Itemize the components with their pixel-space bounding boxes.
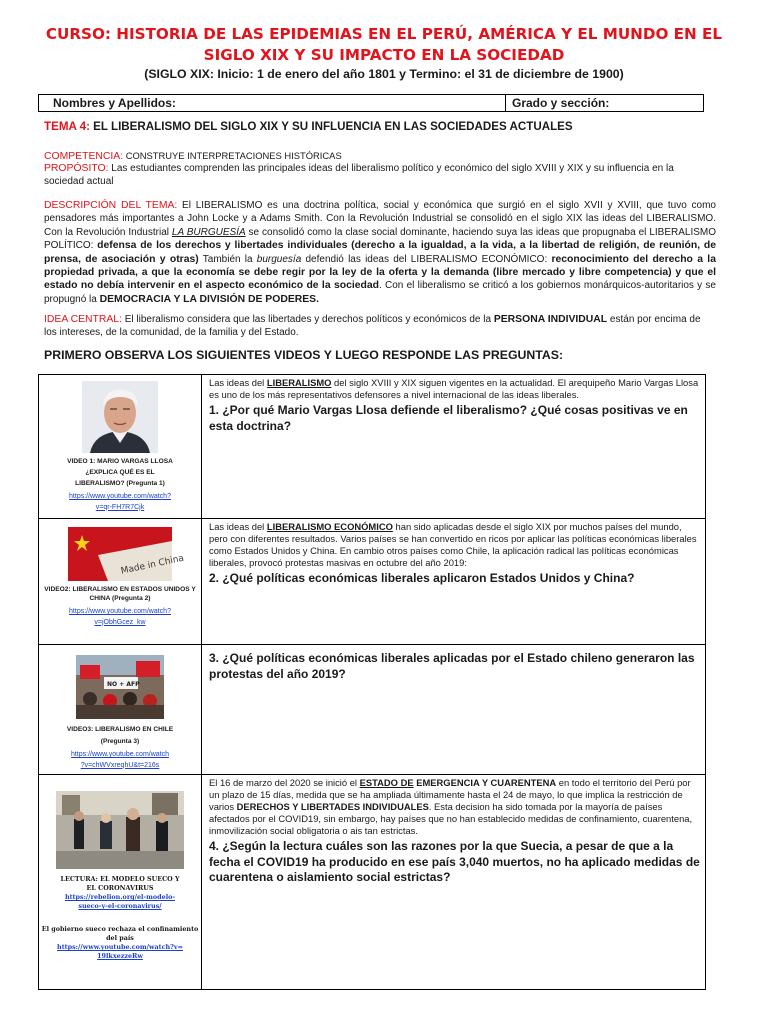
idea-bold: PERSONA INDIVIDUAL: [493, 314, 608, 325]
reading-caption-4: del país: [106, 934, 134, 942]
idea-central-label: IDEA CENTRAL:: [44, 314, 122, 325]
chile-protest-photo: [76, 655, 164, 719]
course-title: CURSO: HISTORIA DE LAS EPIDEMIAS EN EL PERÚ, AMÉRICA Y EL MUNDO EN EL SIGLO XIX Y SU IMPACTO EN LA SOCIEDAD: [45, 25, 723, 64]
burguesia-underlined: LA BURGUESÍA: [171, 226, 246, 238]
row2-intro-b: han sido aplicadas desde el siglo XIX por muchos países del mundo, pero con diferentes resultados. Varios países se han convertido en ricos por aplicar las políticas económicas liberales como Estados Unidos y China. En cambio otros países como Chile, la aplicación radical las políticas económicas liberales, provocó protestas masivas en octubre del año 2019:: [209, 521, 697, 568]
descripcion-text-3: También la: [198, 253, 257, 265]
protest-sign-text: NO + AFP: [107, 681, 140, 688]
proposito-label: PROPÓSITO:: [44, 163, 109, 174]
video3-caption-1: VIDEO3: LIBERALISMO EN CHILE: [66, 726, 174, 733]
topic-label: TEMA 4:: [44, 120, 90, 133]
reading-caption-1: LECTURA: EL MODELO SUECO Y: [60, 875, 180, 883]
descripcion-text-4: defendió las ideas del LIBERALISMO ECONÓMICO:: [301, 253, 552, 265]
answer-cell[interactable]: [209, 377, 701, 434]
reading-link-2[interactable]: sueco-y-el-coronavirus/: [78, 902, 162, 910]
video2-link-2[interactable]: v=jObhGcez_kw: [94, 618, 146, 626]
video1-caption-1: VIDEO 1: MARIO VARGAS LLOSA: [67, 458, 173, 465]
video3-link-1[interactable]: https://www.youtube.com/watch: [70, 751, 170, 758]
row1-intro-underlined: LIBERALISMO: [266, 377, 332, 388]
street-illustration: [56, 791, 184, 869]
row4-intro-underlined: ESTADO DE: [359, 777, 414, 788]
protest-illustration: [76, 655, 164, 719]
descripcion-label: DESCRIPCIÓN DEL TEMA:: [44, 200, 178, 211]
descripcion-text-2: se consolidó como la clase social dominante, haciendo suya las ideas que propugnaba el LIBERALISMO POLÍTICO:: [44, 226, 717, 252]
descripcion-text-1: El LIBERALISMO es una doctrina política, social y económica que surgió en el siglo XVII y XVIII, que tuvo como pensadores más importantes a John Locke y a Adams Smith. Con la Revolución Industrial se consolidó en el siglo XIX las ideas del LIBERALISMO. Con la Revolución Industrial: [44, 200, 716, 238]
sweden-street-photo: [56, 791, 184, 869]
video1-caption-3: LIBERALISMO? (Pregunta 1): [75, 480, 165, 487]
flag-label-illustration: [68, 527, 185, 581]
table-row: [39, 375, 705, 519]
video-cell: [39, 645, 202, 774]
table-row: [39, 645, 705, 775]
video-cell: [39, 375, 202, 518]
row1-intro-b: del siglo XVIII y XIX siguen vigentes en la actualidad. El arequipeño Mario Vargas Llosa es uno de los más representativos defensores a nivel internacional de las ideas liberales.: [209, 377, 699, 400]
portrait-illustration: [82, 381, 158, 453]
answer-cell[interactable]: [209, 521, 701, 587]
reading-caption-2: EL CORONAVIRUS: [86, 884, 154, 892]
course-subtitle: (SIGLO XIX: Inicio: 1 de enero del año 1801 y Termino: el 31 de diciembre de 1900): [144, 67, 624, 81]
descripcion-text-5: . Con el liberalismo se criticó a los gobiernos monárquicos-autoritarios y se propugnó la: [44, 280, 716, 305]
reading-link-4[interactable]: 19lkxezzeRw: [97, 952, 143, 960]
competencia-text: CONSTRUYE INTERPRETACIONES HISTÓRICAS: [123, 150, 342, 161]
video2-caption-2: CHINA (Pregunta 2): [89, 595, 151, 602]
video1-link-2[interactable]: v=qr-FH7R7Cjk: [95, 503, 145, 511]
descripcion-bold-1: defensa de los derechos y libertades individuales (derecho a la igualdad, a la vida, a la libertad de religión, de reunión, de prensa, de asociación y otras): [44, 240, 717, 265]
row2-intro-underlined: LIBERALISMO ECONÓMICO: [266, 521, 393, 532]
idea-text-1: El liberalismo considera que las libertades y derechos políticos y económicos de la: [121, 314, 494, 325]
row4-intro-a: El 16 de marzo del 2020 se inició el: [209, 777, 360, 788]
video3-caption-2: (Pregunta 3): [100, 738, 140, 745]
reading-link-1[interactable]: https://rebelion.org/el-modelo-: [64, 893, 176, 901]
question-1: 1. ¿Por qué Mario Vargas Llosa defiende el liberalismo? ¿Qué cosas positivas ve en esta doctrina?: [209, 403, 688, 433]
burguesia-italic: burguesía: [256, 253, 302, 265]
student-info-box: [38, 94, 704, 112]
row4-intro-bold: EMERGENCIA Y CUARENTENA: [416, 777, 557, 788]
questions-table: [38, 374, 706, 990]
row2-intro-a: Las ideas del: [209, 521, 267, 532]
table-row: [39, 519, 705, 645]
vargas-llosa-photo: [82, 381, 158, 453]
competencia-label: COMPETENCIA:: [44, 151, 124, 162]
row4-intro-c: en todo el territorio del Perú por un plazo de 15 días, medida que se ha ampliada últimamente hasta el 24 de mayo, lo que implica la restricción de varios: [209, 777, 691, 812]
video-cell: [39, 519, 202, 644]
table-row: [39, 775, 705, 989]
idea-central-paragraph: [44, 313, 716, 339]
question-2: 2. ¿Qué políticas económicas liberales aplicaron Estados Unidos y China?: [209, 571, 635, 585]
reading-link-3[interactable]: https://www.youtube.com/watch?v=: [57, 943, 183, 951]
descripcion-bold-3: DEMOCRACIA Y LA DIVISIÓN DE PODERES.: [99, 293, 319, 305]
name-label: Nombres y Apellidos:: [53, 96, 176, 110]
grade-field[interactable]: [506, 95, 703, 111]
made-in-china-text: Made in China: [120, 553, 185, 577]
proposito-text: Las estudiantes comprenden las principales ideas del liberalismo político y económico del siglo XVIII y XIX y su influencia en la sociedad actual: [44, 163, 674, 188]
video2-link-1[interactable]: https://www.youtube.com/watch?: [69, 608, 171, 615]
video1-link-1[interactable]: https://www.youtube.com/watch?: [69, 493, 171, 500]
question-4: 4. ¿Según la lectura cuáles son las razones por la que Suecia, a pesar de que a la fecha el COVID19 ha producido en ese país 3,040 muertos, no ha aplicado medidas de cuarentena o aislamiento social estrictas?: [209, 839, 700, 884]
made-in-china-photo: [68, 527, 185, 581]
video1-caption-2: ¿EXPLICA QUÉ ES EL: [85, 469, 155, 476]
reading-cell: [39, 775, 202, 989]
proposito-paragraph: [44, 162, 684, 188]
row1-intro-a: Las ideas del: [209, 377, 267, 388]
idea-text-2: están por encima de los intereses, de la comunidad, de la familia y del Estado.: [44, 314, 701, 339]
topic-text: EL LIBERALISMO DEL SIGLO XIX Y SU INFLUENCIA EN LAS SOCIEDADES ACTUALES: [89, 120, 573, 133]
descripcion-bold-2: reconocimiento del derecho a la propiedad privada, a que la economía se debe regir por la ley de la oferta y la demanda (libre mercado y libre competencia) y que el estado no debía intervenir en el aspecto económico de la sociedad: [44, 253, 716, 292]
question-3: 3. ¿Qué políticas económicas liberales aplicadas por el Estado chileno generaron las protestas del año 2019?: [209, 651, 695, 681]
topic-heading: [44, 120, 573, 133]
descripcion-paragraph: [44, 199, 716, 306]
video3-link-2[interactable]: ?v=chWVxreqhU&t=216s: [80, 761, 160, 769]
video2-caption-1: VIDEO2: LIBERALISMO EN ESTADOS UNIDOS Y: [44, 586, 196, 593]
instructions-heading: PRIMERO OBSERVA LOS SIGUIENTES VIDEOS Y LUEGO RESPONDE LAS PREGUNTAS:: [44, 348, 564, 362]
reading-caption-3: El gobierno sueco rechaza el confinamiento: [41, 925, 199, 933]
grade-label: Grado y sección:: [512, 96, 610, 110]
row4-intro-bold-2: DERECHOS Y LIBERTADES INDIVIDUALES: [236, 801, 429, 812]
name-field[interactable]: [39, 95, 506, 111]
answer-cell[interactable]: [209, 777, 701, 886]
answer-cell[interactable]: [209, 649, 701, 682]
row4-intro-d: . Esta decision ha sido tomada por la mayoría de países afectados por el COVID19, sin embargo, hay países que no han establecido medidas de confinamiento, cuarentena, inmovilización social obligatoria o ais tan estrictas.: [209, 801, 693, 836]
